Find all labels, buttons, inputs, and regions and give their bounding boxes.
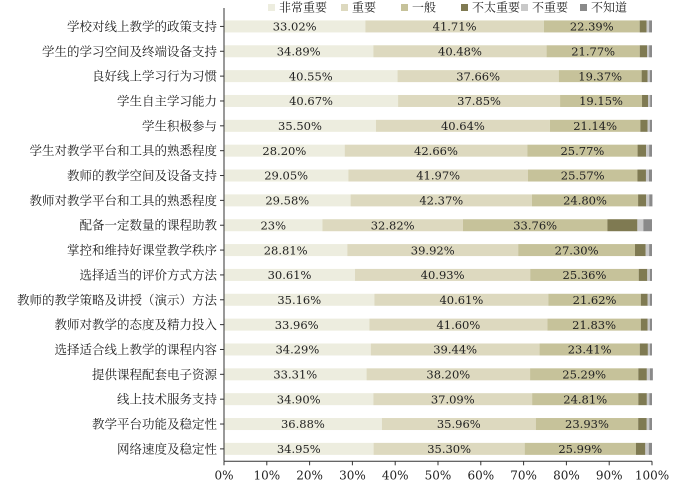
data-label: 27.30% bbox=[554, 243, 599, 258]
data-label: 40.48% bbox=[438, 44, 482, 59]
category-label: 学校对线上教学的政策支持 bbox=[66, 18, 217, 34]
x-tick-label: 100% bbox=[634, 468, 670, 483]
category-label: 学生积极参与 bbox=[141, 118, 217, 134]
bar-segment bbox=[646, 194, 649, 206]
bar-segment bbox=[647, 368, 650, 380]
bar-segment bbox=[636, 443, 645, 455]
data-label: 33.76% bbox=[513, 218, 558, 233]
data-label: 30.61% bbox=[267, 268, 312, 283]
bar-segment bbox=[641, 319, 648, 331]
x-tick-label: 70% bbox=[510, 468, 537, 483]
category-label: 教师的教学空间及设备支持 bbox=[66, 168, 217, 184]
data-label: 41.97% bbox=[416, 168, 461, 183]
bar-segment bbox=[648, 70, 650, 82]
data-label: 33.31% bbox=[273, 367, 318, 382]
bar-segment bbox=[649, 443, 652, 455]
data-label: 19.15% bbox=[579, 94, 623, 109]
bar-segment bbox=[642, 70, 648, 82]
bar-segment bbox=[640, 343, 648, 355]
data-label: 34.90% bbox=[276, 392, 321, 407]
bar-segment bbox=[646, 244, 649, 256]
bar-segment bbox=[643, 219, 652, 231]
bar-segment bbox=[650, 294, 652, 306]
bar-segment bbox=[648, 120, 650, 132]
category-label: 配备一定数量的课程助教 bbox=[79, 217, 217, 233]
data-label: 37.09% bbox=[430, 392, 475, 407]
category-label: 提供课程配套电子资源 bbox=[91, 366, 217, 382]
data-label: 25.29% bbox=[562, 367, 607, 382]
x-tick-label: 20% bbox=[296, 468, 323, 483]
legend-label: 重要 bbox=[352, 0, 377, 15]
data-label: 21.77% bbox=[571, 44, 616, 59]
data-label: 25.57% bbox=[560, 168, 605, 183]
category-label: 学生的学习空间及终端设备支持 bbox=[41, 43, 217, 59]
data-label: 25.36% bbox=[562, 268, 607, 283]
category-label: 学生自主学习能力 bbox=[116, 93, 217, 109]
x-tick-label: 10% bbox=[253, 468, 281, 483]
legend-label: 不重要 bbox=[532, 0, 569, 15]
bar-segment bbox=[648, 319, 650, 331]
data-label: 33.96% bbox=[274, 317, 319, 332]
bar-segment bbox=[650, 368, 653, 380]
bar-segment bbox=[638, 145, 647, 157]
bar-segment bbox=[649, 418, 652, 430]
bar-segment bbox=[637, 170, 646, 182]
x-tick-label: 40% bbox=[381, 468, 409, 483]
x-tick-label: 80% bbox=[553, 468, 580, 483]
data-label: 23.41% bbox=[567, 342, 612, 357]
bar-segment bbox=[647, 20, 650, 32]
bar-segment bbox=[648, 343, 650, 355]
legend-label: 非常重要 bbox=[279, 0, 328, 15]
category-label: 教师的教学策略及讲授（演示）方法 bbox=[16, 292, 217, 308]
legend-swatch bbox=[580, 4, 587, 11]
data-label: 21.14% bbox=[573, 119, 618, 134]
data-label: 38.20% bbox=[426, 367, 471, 382]
data-label: 22.39% bbox=[569, 19, 614, 34]
bar-segment bbox=[640, 120, 647, 132]
data-label: 29.58% bbox=[265, 193, 310, 208]
category-label: 网络速度及稳定性 bbox=[116, 441, 217, 457]
data-label: 42.66% bbox=[414, 143, 458, 158]
data-label: 28.20% bbox=[262, 143, 307, 158]
bar-segment bbox=[649, 20, 652, 32]
x-tick-label: 60% bbox=[467, 468, 495, 483]
bar-segment bbox=[607, 219, 637, 231]
data-label: 24.81% bbox=[563, 392, 608, 407]
data-label: 29.05% bbox=[264, 168, 309, 183]
data-label: 34.29% bbox=[275, 342, 320, 357]
y-axis bbox=[17, 8, 224, 461]
legend-swatch bbox=[521, 4, 528, 11]
data-label: 25.77% bbox=[560, 143, 605, 158]
legend-swatch bbox=[268, 4, 275, 11]
data-label: 40.55% bbox=[288, 69, 333, 84]
data-label: 37.85% bbox=[457, 94, 501, 109]
bar-segment bbox=[650, 343, 652, 355]
legend bbox=[268, 0, 627, 15]
data-label: 40.61% bbox=[439, 292, 484, 307]
bar-segment bbox=[638, 368, 647, 380]
bar-segment bbox=[647, 45, 649, 57]
bar-segment bbox=[635, 244, 646, 256]
bar-segment bbox=[649, 244, 652, 256]
bar-segment bbox=[646, 145, 649, 157]
category-label: 学生对教学平台和工具的熟悉程度 bbox=[29, 143, 217, 159]
data-label: 21.62% bbox=[572, 292, 617, 307]
data-label: 41.60% bbox=[436, 317, 481, 332]
bar-segment bbox=[649, 194, 652, 206]
bar-segment bbox=[639, 269, 648, 281]
data-label: 40.64% bbox=[440, 119, 485, 134]
bar-segment bbox=[649, 45, 652, 57]
bar-segment bbox=[637, 219, 643, 231]
bar-segment bbox=[647, 393, 650, 405]
bar-segment bbox=[650, 120, 652, 132]
data-label: 39.92% bbox=[410, 243, 455, 258]
data-label: 28.81% bbox=[263, 243, 308, 258]
legend-swatch bbox=[401, 4, 408, 11]
bar-segment bbox=[648, 294, 650, 306]
legend-swatch bbox=[341, 4, 348, 11]
x-tick-label: 0% bbox=[214, 468, 234, 483]
data-label: 37.66% bbox=[456, 69, 501, 84]
data-label: 24.80% bbox=[563, 193, 607, 208]
category-label: 选择适当的评价方式方法 bbox=[79, 267, 217, 283]
data-label: 23.93% bbox=[565, 417, 609, 432]
legend-label: 不知道 bbox=[591, 0, 628, 15]
bar-segment bbox=[649, 393, 652, 405]
legend-label: 不太重要 bbox=[472, 0, 521, 15]
x-tick-label: 30% bbox=[339, 468, 366, 483]
data-label: 35.16% bbox=[277, 292, 322, 307]
data-label: 32.82% bbox=[370, 218, 415, 233]
data-label: 34.89% bbox=[276, 44, 321, 59]
plot-area bbox=[224, 20, 653, 456]
bar-segment bbox=[638, 418, 647, 430]
bar-segment bbox=[650, 70, 652, 82]
data-label: 40.93% bbox=[420, 268, 465, 283]
data-label: 23% bbox=[260, 218, 287, 233]
data-label: 35.50% bbox=[278, 119, 322, 134]
data-label: 40.67% bbox=[289, 94, 333, 109]
x-tick-label: 90% bbox=[595, 468, 623, 483]
x-tick-label: 50% bbox=[424, 468, 452, 483]
category-label: 良好线上学习行为习惯 bbox=[91, 68, 217, 84]
data-label: 35.30% bbox=[427, 442, 472, 457]
data-label: 39.44% bbox=[433, 342, 478, 357]
category-label: 教学平台功能及稳定性 bbox=[91, 416, 217, 432]
bar-segment bbox=[642, 95, 648, 107]
legend-label: 一般 bbox=[412, 0, 437, 15]
bar-segment bbox=[649, 145, 652, 157]
bar-segment bbox=[650, 319, 652, 331]
data-label: 36.88% bbox=[280, 417, 325, 432]
bar-segment bbox=[650, 95, 652, 107]
bar-segment bbox=[641, 294, 648, 306]
legend-swatch bbox=[461, 4, 468, 11]
bar-segment bbox=[640, 45, 647, 57]
data-label: 21.83% bbox=[572, 317, 617, 332]
bar-segment bbox=[646, 170, 649, 182]
data-label: 42.37% bbox=[419, 193, 464, 208]
data-label: 41.71% bbox=[432, 19, 477, 34]
bar-segment bbox=[638, 194, 646, 206]
bar-segment bbox=[647, 269, 650, 281]
bar-segment bbox=[649, 170, 652, 182]
bar-segment bbox=[640, 20, 647, 32]
category-label: 线上技术服务支持 bbox=[116, 391, 217, 407]
category-label: 教师对教学平台和工具的熟悉程度 bbox=[29, 192, 217, 208]
bar-segment bbox=[647, 418, 650, 430]
bar-segment bbox=[645, 443, 648, 455]
category-label: 选择适合线上教学的课程内容 bbox=[54, 341, 217, 357]
data-label: 33.02% bbox=[272, 19, 317, 34]
data-label: 35.96% bbox=[436, 417, 481, 432]
bar-segment bbox=[648, 95, 650, 107]
x-axis bbox=[214, 461, 669, 482]
data-label: 19.37% bbox=[578, 69, 623, 84]
bar-segment bbox=[638, 393, 647, 405]
category-label: 掌控和维持好课堂教学秩序 bbox=[66, 242, 217, 258]
data-label: 25.99% bbox=[558, 442, 603, 457]
category-label: 教师对教学的态度及精力投入 bbox=[54, 317, 217, 333]
bar-segment bbox=[650, 269, 652, 281]
data-label: 34.95% bbox=[276, 442, 321, 457]
